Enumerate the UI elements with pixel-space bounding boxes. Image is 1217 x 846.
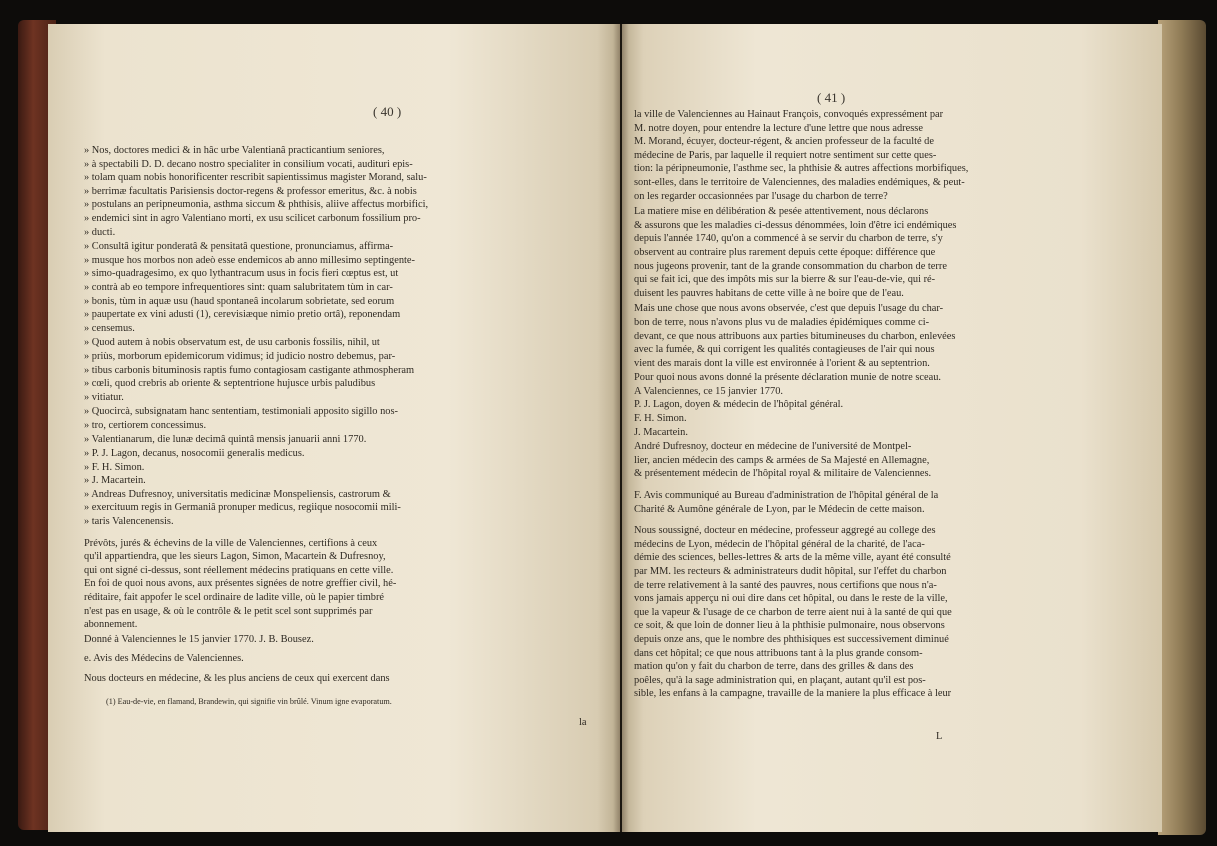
text-line: nous jugeons provenir, tant de la grande consommation du charbon de terre: [634, 260, 947, 272]
text-line: La matiere mise en délibération & pesée attentivement, nous déclarons: [634, 206, 929, 218]
left-catchword: la: [579, 717, 587, 728]
text-line: duisent les pauvres habitans de cette ville à ne boire que de l'eau.: [634, 287, 904, 299]
text-line: depuis l'année 1740, qu'on a commencé à se servir du charbon de terre, s'y: [634, 233, 943, 245]
text-line: dans cet hôpital; ce que nous attribuons tant à la plus grande consom-: [634, 647, 923, 659]
text-line: » P. J. Lagon, decanus, nosocomii generalis medicus.: [84, 448, 305, 460]
text-line: André Dufresnoy, docteur en médecine de l'université de Montpel-: [634, 441, 912, 453]
text-line: depuis onze ans, que le nombre des phthisiques est successivement diminué: [634, 633, 949, 645]
text-line: & assurons que les maladies ci-dessus dénommées, loin d'être ici endémiques: [634, 219, 957, 231]
text-line: » priùs, morborum epidemicorum vidimus; id judicio nostro debemus, par-: [84, 350, 396, 362]
text-line: » à spectabili D. D. decano nostro specialiter in consilium vocati, audituri epis-: [84, 158, 413, 170]
text-line: vons jamais apperçu ni oui dire dans cet hôpital, ou dans le reste de la ville,: [634, 593, 948, 605]
text-line: lier, ancien médecin des camps & armées de Sa Majesté en Allemagne,: [634, 454, 930, 466]
open-book: [18, 12, 1206, 842]
text-line: » censemus.: [84, 322, 135, 334]
text-line: » paupertate ex vini adusti (1), cerevisiæque nimio pretio ortâ), reponendam: [84, 309, 401, 321]
text-line: tion: la péripneumonie, l'asthme sec, la phthisie & autres affections morbifiques,: [634, 163, 969, 175]
text-line: » Quod autem à nobis observatum est, de usu carbonis fossilis, nihil, ut: [84, 337, 380, 349]
text-line: qui ont signé ci-dessus, sont réellement médecins pratiquans en cette ville.: [84, 564, 394, 576]
text-line: médecine de Paris, par laquelle il requiert notre sentiment sur cette ques-: [634, 149, 937, 161]
text-line: » simo-quadragesimo, ex quo lythantracum usus in focis fieri cœptus est, ut: [84, 268, 399, 280]
text-line: médecins de Lyon, médecin de l'hôpital général de la charité, de l'aca-: [634, 538, 925, 550]
text-line: » Andreas Dufresnoy, universitatis medicinæ Monspeliensis, castrorum &: [84, 488, 391, 500]
text-line: » tibus carbonis bituminosis raptis fumo contagiosam castigante athmospheram: [84, 364, 415, 376]
text-line: démie des sciences, belles-lettres & arts de la même ville, ayant été consulté: [634, 552, 951, 564]
text-line: En foi de quoi nous avons, aux présentes signées de notre greffier civil, hé-: [84, 578, 397, 590]
text-line: n'est pas en usage, & où le contrôle & le petit scel sont supprimés par: [84, 605, 373, 617]
text-line: » cœli, quod crebris ab oriente & septentrione hujusce urbis paludibus: [84, 378, 376, 390]
text-line: » exercituum regis in Germaniâ pronuper medicus, regiique nosocomii mili-: [84, 502, 401, 514]
text-line: avec la fumée, & qui corrigent les qualités contagieuses de l'air qui nous: [634, 344, 935, 356]
text-line: Prévôts, jurés & échevins de la ville de Valenciennes, certifions à ceux: [84, 537, 378, 549]
right-page: [622, 24, 1162, 832]
text-line: A Valenciennes, ce 15 janvier 1770.: [634, 385, 783, 397]
text-line: Nous soussigné, docteur en médecine, professeur aggregé au college des: [634, 525, 936, 537]
text-line: devant, ce que nous attribuons aux parties bitumineuses du charbon, enlevées: [634, 330, 956, 342]
text-line: » Consultâ igitur ponderatâ & pensitatâ questione, pronunciamus, affirma-: [84, 241, 394, 253]
text-line: » endemici sint in agro Valentiano morti, ex usu scilicet carbonum fossilium pro-: [84, 212, 421, 224]
right-page-number: ( 41 ): [817, 90, 846, 105]
text-line: qu'il appartiendra, que les sieurs Lagon, Simon, Macartein & Dufresnoy,: [84, 551, 386, 563]
text-line: Donné à Valenciennes le 15 janvier 1770. J. B. Bousez.: [84, 633, 314, 645]
left-page: [48, 24, 620, 832]
text-line: » taris Valencenensis.: [84, 516, 174, 528]
right-book-edge: [1158, 20, 1206, 835]
left-page-number: ( 40 ): [373, 104, 402, 119]
text-line: » J. Macartein.: [84, 475, 146, 487]
text-line: F. H. Simon.: [634, 413, 687, 425]
text-line: vient des marais dont la ville est environnée à l'orient & au septentrion.: [634, 357, 930, 369]
text-line: J. Macartein.: [634, 426, 688, 438]
text-line: abonnement.: [84, 619, 138, 631]
book-gutter: [613, 24, 629, 832]
text-line: & présentement médecin de l'hôpital royal & militaire de Valenciennes.: [634, 468, 932, 480]
text-line: M. Morand, écuyer, docteur-régent, & ancien professeur de la faculté de: [634, 136, 934, 148]
text-line: » Nos, doctores medici & in hâc urbe Valentianâ practicantium seniores,: [84, 145, 385, 156]
text-line: P. J. Lagon, doyen & médecin de l'hôpital général.: [634, 399, 844, 411]
text-line: » ducti.: [84, 226, 116, 238]
text-line: sont-elles, dans le territoire de Valenciennes, des maladies endémiques, & peut-: [634, 176, 965, 188]
text-line: » Valentianarum, die lunæ decimâ quintâ mensis januarii anni 1770.: [84, 434, 367, 446]
text-line: M. notre doyen, pour entendre la lecture d'une lettre que nous adresse: [634, 122, 923, 134]
text-line: Nous docteurs en médecine, & les plus anciens de ceux qui exercent dans: [84, 672, 390, 684]
text-line: e. Avis des Médecins de Valenciennes.: [84, 653, 244, 665]
text-line: » Quocircà, subsignatam hanc sententiam, testimoniali apposito sigillo nos-: [84, 406, 398, 418]
text-line: qui se fait ici, que des impôts mis sur la bierre & sur l'eau-de-vie, qui ré-: [634, 274, 936, 286]
right-page-text: [634, 108, 1154, 701]
text-line: on les regarder occasionnées par l'usage du charbon de terre?: [634, 190, 888, 202]
text-line: F. Avis communiqué au Bureau d'administration de l'hôpital général de la: [634, 490, 939, 502]
text-line: » tolam quam nobis honorificenter rescribit sapientissimus magister Morand, salu-: [84, 172, 427, 184]
text-line: Charité & Aumône générale de Lyon, par le Médecin de cette maison.: [634, 503, 925, 515]
text-line: » musque hos morbos non adeò esse endemicos ab anno millesimo septingente-: [84, 254, 415, 266]
text-line: » contrà ab eo tempore infrequentiores sint: quam salubritatem tùm in car-: [84, 281, 393, 293]
text-line: la ville de Valenciennes au Hainaut François, convoqués expressément par: [634, 109, 944, 120]
text-line: bon de terre, nous n'avons plus vu de maladies épidémiques comme ci-: [634, 316, 930, 328]
text-line: » postulans an peripneumonia, asthma siccum & phthisis, aliive affectus morbifici,: [84, 199, 429, 211]
text-line: mation qu'on y fait du charbon de terre, dans des grilles & dans des: [634, 661, 914, 673]
text-line: que la vapeur & l'usage de ce charbon de terre aient nui à la santé de qui que: [634, 606, 952, 618]
text-line: » F. H. Simon.: [84, 461, 145, 473]
text-line: observent au contraire plus rarement depuis cette époque: différence que: [634, 246, 936, 258]
text-line: Mais une chose que nous avons observée, c'est que depuis l'usage du char-: [634, 303, 944, 315]
text-line: ce soit, & que loin de donner lieu à la phthisie pulmonaire, nous observons: [634, 620, 945, 632]
text-line: de terre relativement à la santé des pauvres, nous certifions que nous n'a-: [634, 579, 937, 591]
text-line: » tro, certiorem concessimus.: [84, 419, 207, 431]
text-line: » vitiatur.: [84, 391, 124, 403]
text-line: Pour quoi nous avons donné la présente déclaration munie de notre sceau.: [634, 372, 942, 384]
text-line: sible, les enfans à la campagne, travaille de la maniere la plus efficace à leur: [634, 688, 952, 700]
left-footnote: (1) Eau-de-vie, en flamand, Brandewin, qui signifie vin brûlé. Vinum igne evaporatum.: [106, 697, 392, 706]
left-page-text: [84, 130, 612, 686]
text-line: » berrimæ facultatis Parisiensis doctor-regens & professor emeritus, &c. à nobis: [84, 185, 417, 197]
right-catchword: L: [936, 731, 943, 742]
text-line: réditaire, fait appofer le scel ordinaire de ladite ville, où le papier timbré: [84, 592, 385, 603]
text-line: par MM. les recteurs & administrateurs dudit hôpital, sur l'effet du charbon: [634, 566, 947, 577]
text-line: poêles, qu'à la sage administration qui, en plaçant, autant qu'il est pos-: [634, 674, 926, 686]
text-line: » bonis, tùm in aquæ usu (haud spontaneâ incolarum sobrietate, sed eorum: [84, 295, 395, 307]
